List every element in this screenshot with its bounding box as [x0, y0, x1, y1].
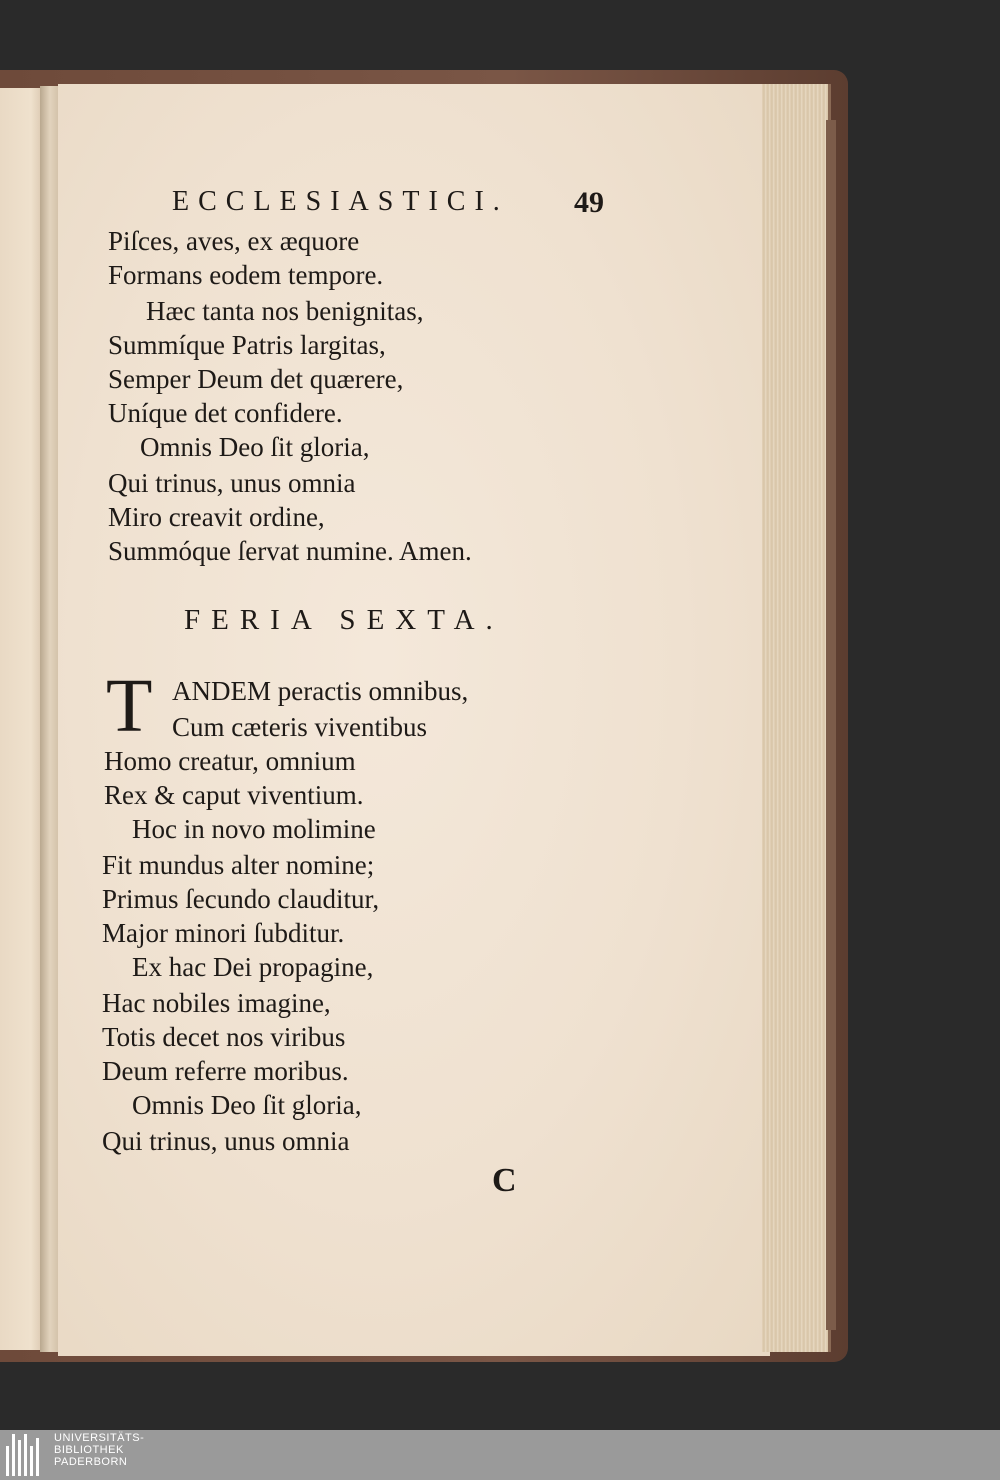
text-line: Cum cæteris viventibus: [172, 712, 427, 742]
logo-line: UNIVERSITÄTS-: [54, 1432, 145, 1444]
text-line: Major minori ſubditur.: [102, 918, 345, 948]
left-page-edge: [0, 88, 44, 1350]
text-line: Qui trinus, unus omnia: [108, 468, 356, 498]
text-line: Summóque ſervat numine. Amen.: [108, 536, 472, 566]
library-logo-text: [54, 1432, 144, 1468]
text-line: Deum referre moribus.: [102, 1056, 349, 1086]
text-line: Hac nobiles imagine,: [102, 988, 331, 1018]
library-logo-icon: [6, 1434, 42, 1476]
page-edges: [762, 84, 831, 1352]
logo-line: BIBLIOTHEK: [54, 1444, 124, 1456]
text-line: Qui trinus, unus omnia: [102, 1126, 350, 1156]
text-line: Primus ſecundo clauditur,: [102, 884, 380, 914]
section-title: FERIA SEXTA.: [184, 604, 504, 636]
text-line: Hoc in novo molimine: [132, 814, 376, 844]
text-line: ANDEM peractis omnibus,: [172, 676, 469, 706]
text-line: Ex hac Dei propagine,: [132, 952, 374, 982]
cover-edge: [826, 120, 836, 1330]
text-line: Omnis Deo ſit gloria,: [140, 432, 370, 462]
text-line: Uníque det confidere.: [108, 398, 343, 428]
text-line: Totis decet nos viribus: [102, 1022, 346, 1052]
footer-bar: [0, 1430, 1000, 1480]
text-line: Homo creatur, omnium: [104, 746, 356, 776]
logo-line: PADERBORN: [54, 1456, 128, 1468]
running-head: ECCLESIASTICI.: [172, 186, 509, 217]
text-line: Hæc tanta nos benignitas,: [146, 296, 424, 326]
text-line: Miro creavit ordine,: [108, 502, 325, 532]
page-number: 49: [574, 186, 604, 219]
text-line: Formans eodem tempore.: [108, 260, 384, 290]
text-line: Piſces, aves, ex æquore: [108, 226, 360, 256]
drop-cap: T: [106, 664, 153, 748]
text-line: Fit mundus alter nomine;: [102, 850, 375, 880]
text-line: Rex & caput viventium.: [104, 780, 364, 810]
text-line: Semper Deum det quærere,: [108, 364, 404, 394]
signature-mark: C: [492, 1162, 517, 1199]
text-line: Summíque Patris largitas,: [108, 330, 386, 360]
text-line: Omnis Deo ſit gloria,: [132, 1090, 362, 1120]
